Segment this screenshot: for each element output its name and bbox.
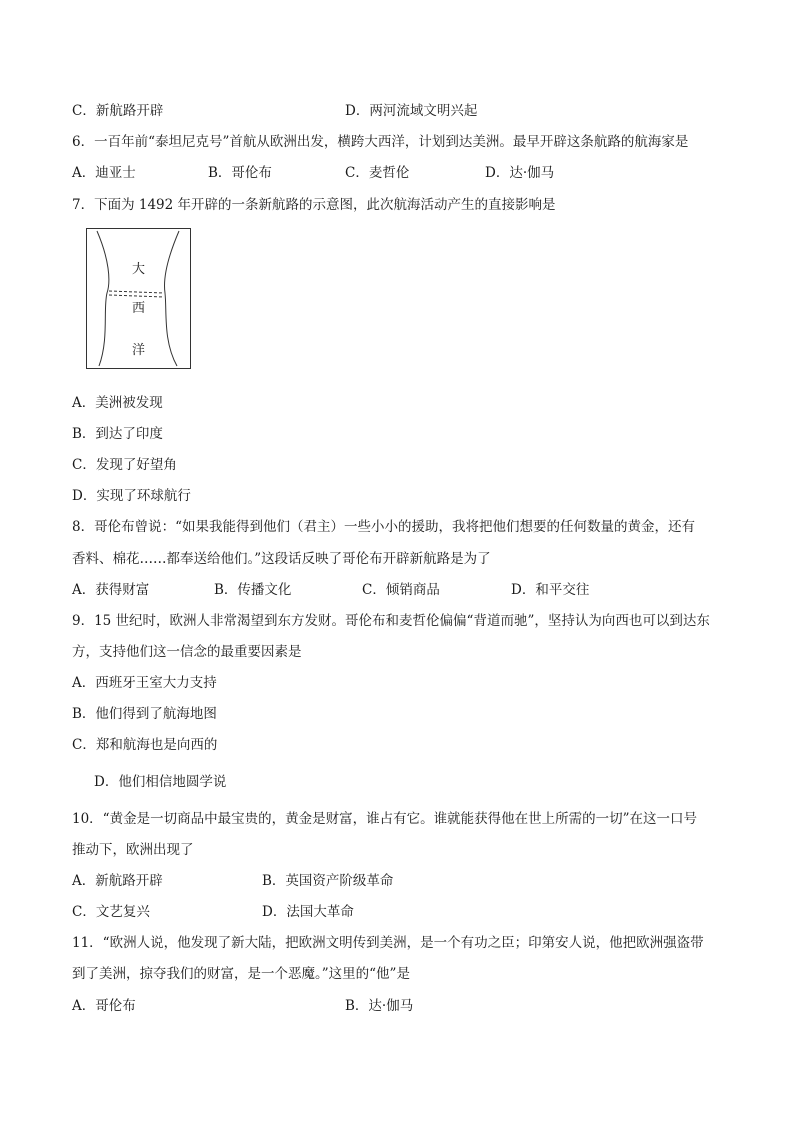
q6-option-b: B．哥伦布 xyxy=(208,165,272,181)
q7-option-c: C．发现了好望角 xyxy=(72,457,177,473)
q8-option-c: C．倾销商品 xyxy=(362,582,440,598)
q7-option-b: B．到达了印度 xyxy=(72,426,163,442)
q5-option-c: C．新航路开辟 xyxy=(72,103,164,119)
q9-option-a: A．西班牙王室大力支持 xyxy=(72,675,217,691)
q10-option-a: A．新航路开辟 xyxy=(72,873,163,889)
q7-stem: 7．下面为 1492 年开辟的一条新航路的示意图，此次航海活动产生的直接影响是 xyxy=(72,197,556,213)
route-line-bottom xyxy=(109,295,164,297)
q10-stem-line1: 10．“黄金是一切商品中最宝贵的，黄金是财富，谁占有它。谁就能获得他在世上所需的一切”在这一口号 xyxy=(72,811,697,827)
q10-stem-line2: 推动下，欧洲出现了 xyxy=(72,842,194,858)
atlantic-route-diagram xyxy=(86,228,191,369)
q8-stem-line2: 香料、棉花……都奉送给他们。”这段话反映了哥伦布开辟新航路是为了 xyxy=(72,551,491,567)
q8-option-d: D．和平交往 xyxy=(511,582,590,598)
q9-option-d: D．他们相信地圆学说 xyxy=(94,774,227,790)
q8-option-a: A．获得财富 xyxy=(72,582,150,598)
route-line-top xyxy=(109,291,164,293)
q11-option-b: B．达·伽马 xyxy=(345,998,414,1014)
q11-option-a: A．哥伦布 xyxy=(72,998,136,1014)
q7-option-a: A．美洲被发现 xyxy=(72,395,163,411)
q9-stem-line2: 方，支持他们这一信念的最重要因素是 xyxy=(72,644,302,660)
q6-option-d: D．达·伽马 xyxy=(485,165,555,181)
q8-option-b: B．传播文化 xyxy=(214,582,292,598)
q11-stem-line1: 11．“欧洲人说，他发现了新大陆，把欧洲文明传到美洲，是一个有功之臣；印第安人说，他把欧洲强盗带 xyxy=(72,935,704,951)
q8-stem-line1: 8．哥伦布曾说：“如果我能得到他们（君主）一些小小的援助，我将把他们想要的任何数量的黄金，还有 xyxy=(72,519,695,535)
q9-option-c: C．郑和航海也是向西的 xyxy=(72,737,218,753)
q10-option-b: B．英国资产阶级革命 xyxy=(262,873,394,889)
q11-stem-line2: 到了美洲，掠夺我们的财富，是一个恶魔。”这里的“他”是 xyxy=(72,966,410,982)
map-label-da: 大 xyxy=(131,262,145,277)
q10-option-c: C．文艺复兴 xyxy=(72,904,150,920)
q10-option-d: D．法国大革命 xyxy=(262,904,354,920)
q6-option-a: A．迪亚士 xyxy=(72,165,136,181)
q6-option-c: C．麦哲伦 xyxy=(345,165,410,181)
q6-stem: 6．一百年前“泰坦尼克号”首航从欧洲出发，横跨大西洋，计划到达美洲。最早开辟这条航路的航海家是 xyxy=(72,134,689,150)
q5-option-d: D．两河流域文明兴起 xyxy=(345,103,478,119)
q9-option-b: B．他们得到了航海地图 xyxy=(72,706,217,722)
map-label-yang: 洋 xyxy=(131,343,145,358)
q9-stem-line1: 9．15 世纪时，欧洲人非常渴望到东方发财。哥伦布和麦哲伦偏偏“背道而驰”，坚持认为向西也可以到达东 xyxy=(72,613,710,629)
q7-option-d: D．实现了环球航行 xyxy=(72,488,191,504)
map-label-xi: 西 xyxy=(131,301,145,316)
